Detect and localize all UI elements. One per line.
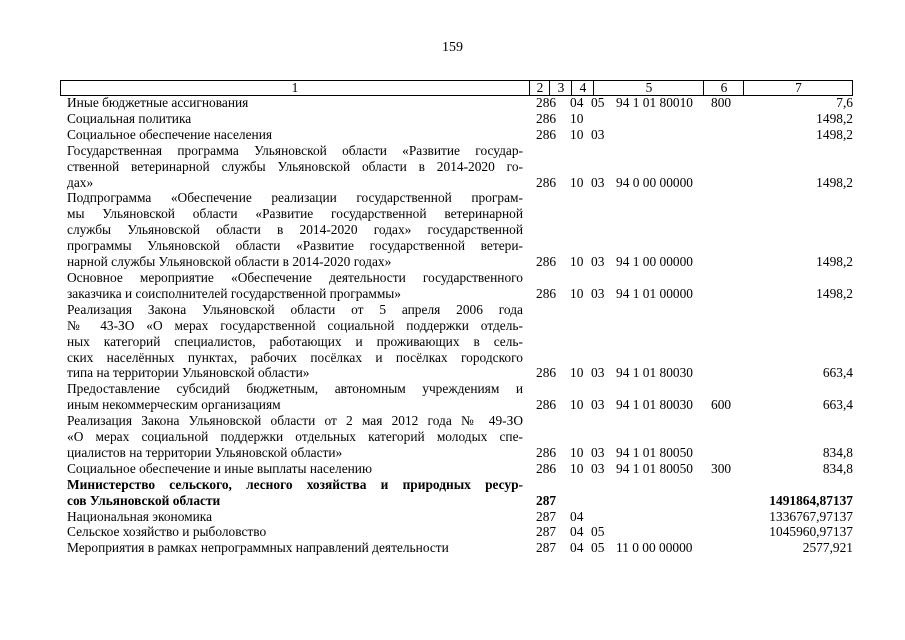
table-row xyxy=(60,381,860,413)
row-subsection-code: 03 xyxy=(591,460,605,476)
row-amount: 663,4 xyxy=(822,397,853,413)
row-expense-type: 600 xyxy=(711,397,732,413)
row-section-code: 04 xyxy=(570,524,584,540)
row-expense-type: 800 xyxy=(711,95,732,110)
table-row xyxy=(60,524,860,540)
row-gr-code: 286 xyxy=(536,285,557,301)
row-section-code: 04 xyxy=(570,95,584,110)
row-name-line: заказчика и соисполнителей государственной программы» xyxy=(67,285,401,301)
row-name-line: Иные бюджетные ассигнования xyxy=(67,95,249,110)
row-section-code: 10 xyxy=(570,110,584,126)
header-col-4: 4 xyxy=(571,81,594,95)
row-target-article: 11 0 00 00000 xyxy=(616,540,693,556)
row-name-line: типа на территории Ульяновской области» xyxy=(67,365,310,381)
row-subsection-code: 03 xyxy=(591,174,605,190)
header-col-7: 7 xyxy=(743,81,853,95)
row-amount: 834,8 xyxy=(822,444,853,460)
row-name-line: сов Ульяновской области xyxy=(67,492,221,508)
row-subsection-code: 03 xyxy=(591,397,605,413)
row-name-line: службы Ульяновской области в 2014-2020 годах» государственной xyxy=(67,222,523,238)
row-gr-code: 286 xyxy=(536,444,557,460)
row-subsection-code: 05 xyxy=(591,524,605,540)
row-amount: 1498,2 xyxy=(816,285,853,301)
row-subsection-code: 05 xyxy=(591,95,605,110)
row-name-line: Социальное обеспечение и иные выплаты населению xyxy=(67,460,372,476)
row-name-line: иным некоммерческим организациям xyxy=(67,397,281,413)
row-section-code: 10 xyxy=(570,174,584,190)
row-name xyxy=(67,95,523,111)
row-amount: 2577,921 xyxy=(802,540,853,556)
row-name-line: ских населённых пунктах, рабочих посёлках и посёлках городского xyxy=(67,349,523,365)
row-name-line: Сельское хозяйство и рыболовство xyxy=(67,524,267,540)
row-name-line: «О мерах социальной поддержки отдельных категорий молодых спе- xyxy=(67,429,523,445)
page-number: 159 xyxy=(442,40,463,55)
row-name xyxy=(67,413,523,461)
row-section-code: 10 xyxy=(570,397,584,413)
row-name-line: мы Ульяновской области «Развитие государственной ветеринарной xyxy=(67,206,523,222)
table-row xyxy=(60,540,860,556)
row-expense-type: 300 xyxy=(711,460,732,476)
row-name-line: ных категорий специалистов, работающих и проживающих в сель- xyxy=(67,333,523,349)
row-gr-code: 286 xyxy=(536,460,557,476)
row-target-article: 94 1 01 80030 xyxy=(616,397,693,413)
header-col-2: 2 xyxy=(529,81,550,95)
row-name xyxy=(67,127,523,143)
row-amount: 834,8 xyxy=(822,460,853,476)
row-name-line: нарной службы Ульяновской области в 2014-2020 годах» xyxy=(67,254,392,270)
table-row xyxy=(60,190,860,270)
table-body xyxy=(60,95,860,556)
row-section-code: 10 xyxy=(570,126,584,142)
row-name-line: ственной ветеринарной службы Ульяновской области в 2014-2020 го- xyxy=(67,158,523,174)
row-amount: 1491864,87137 xyxy=(769,492,853,508)
row-amount: 7,6 xyxy=(836,95,853,110)
row-name xyxy=(67,111,523,127)
row-gr-code: 286 xyxy=(536,174,557,190)
row-name xyxy=(67,477,523,509)
row-name xyxy=(67,509,523,525)
row-name xyxy=(67,143,523,191)
row-subsection-code: 05 xyxy=(591,540,605,556)
row-target-article: 94 1 01 80050 xyxy=(616,444,693,460)
table-row xyxy=(60,302,860,382)
table-header xyxy=(60,80,853,96)
table-row xyxy=(60,477,860,509)
row-section-code: 04 xyxy=(570,540,584,556)
table-row xyxy=(60,509,860,525)
row-name xyxy=(67,270,523,302)
row-name xyxy=(67,302,523,382)
row-section-code: 04 xyxy=(570,508,584,524)
row-gr-code: 287 xyxy=(536,540,557,556)
table-row xyxy=(60,95,860,111)
row-gr-code: 287 xyxy=(536,524,557,540)
row-gr-code: 286 xyxy=(536,254,557,270)
table-row xyxy=(60,270,860,302)
header-col-6: 6 xyxy=(703,81,744,95)
row-subsection-code: 03 xyxy=(591,126,605,142)
row-gr-code: 286 xyxy=(536,95,557,110)
row-name-line: программы Ульяновской области «Развитие государственной ветери- xyxy=(67,238,523,254)
table-row xyxy=(60,461,860,477)
row-gr-code: 286 xyxy=(536,126,557,142)
row-name xyxy=(67,381,523,413)
row-subsection-code: 03 xyxy=(591,285,605,301)
row-section-code: 10 xyxy=(570,285,584,301)
table-row xyxy=(60,111,860,127)
row-gr-code: 287 xyxy=(536,508,557,524)
row-amount: 1498,2 xyxy=(816,110,853,126)
row-name-line: Мероприятия в рамках непрограммных направлений деятельности xyxy=(67,540,449,556)
table-row xyxy=(60,127,860,143)
row-subsection-code: 03 xyxy=(591,254,605,270)
row-section-code: 10 xyxy=(570,365,584,381)
row-subsection-code: 03 xyxy=(591,365,605,381)
row-amount: 1498,2 xyxy=(816,174,853,190)
row-name-line: Социальное обеспечение населения xyxy=(67,126,273,142)
row-amount: 1498,2 xyxy=(816,254,853,270)
table-row xyxy=(60,413,860,461)
row-target-article: 94 1 00 00000 xyxy=(616,254,693,270)
header-col-3: 3 xyxy=(549,81,572,95)
row-amount: 1336767,97137 xyxy=(769,508,853,524)
row-gr-code: 286 xyxy=(536,365,557,381)
row-name xyxy=(67,524,523,540)
row-name-line: Основное мероприятие «Обеспечение деятельности государственного xyxy=(67,269,523,285)
row-gr-code: 287 xyxy=(536,492,557,508)
row-name-line: № 43-ЗО «О мерах государственной социальной поддержки отдель- xyxy=(67,317,523,333)
row-name-line: дах» xyxy=(67,174,94,190)
row-amount: 1045960,97137 xyxy=(769,524,853,540)
row-target-article: 94 1 01 80030 xyxy=(616,365,693,381)
header-col-5: 5 xyxy=(593,81,704,95)
header-col-1: 1 xyxy=(291,80,299,95)
row-section-code: 10 xyxy=(570,254,584,270)
row-name-line: Государственная программа Ульяновской области «Развитие государ- xyxy=(67,142,523,158)
row-name-line: Предоставление субсидий бюджетным, автономным учреждениям и xyxy=(67,381,523,397)
row-name xyxy=(67,190,523,270)
row-amount: 1498,2 xyxy=(816,126,853,142)
row-name-line: Социальная политика xyxy=(67,110,192,126)
row-target-article: 94 1 01 80010 xyxy=(616,95,693,110)
row-name-line: Министерство сельского, лесного хозяйства и природных ресур- xyxy=(67,476,523,492)
row-section-code: 10 xyxy=(570,444,584,460)
row-gr-code: 286 xyxy=(536,110,557,126)
row-subsection-code: 03 xyxy=(591,444,605,460)
row-target-article: 94 0 00 00000 xyxy=(616,174,693,190)
row-name-line: циалистов на территории Ульяновской области» xyxy=(67,444,343,460)
row-target-article: 94 1 01 00000 xyxy=(616,285,693,301)
row-section-code: 10 xyxy=(570,460,584,476)
row-name xyxy=(67,461,523,477)
row-amount: 663,4 xyxy=(822,365,853,381)
row-name xyxy=(67,540,523,556)
row-name-line: Реализация Закона Ульяновской области от 5 апреля 2006 года xyxy=(67,301,523,317)
row-name-line: Реализация Закона Ульяновской области от 2 мая 2012 года № 49-ЗО xyxy=(67,413,523,429)
row-target-article: 94 1 01 80050 xyxy=(616,460,693,476)
table-row xyxy=(60,143,860,191)
row-name-line: Подпрограмма «Обеспечение реализации государственной програм- xyxy=(67,190,523,206)
row-name-line: Национальная экономика xyxy=(67,508,213,524)
row-gr-code: 286 xyxy=(536,397,557,413)
